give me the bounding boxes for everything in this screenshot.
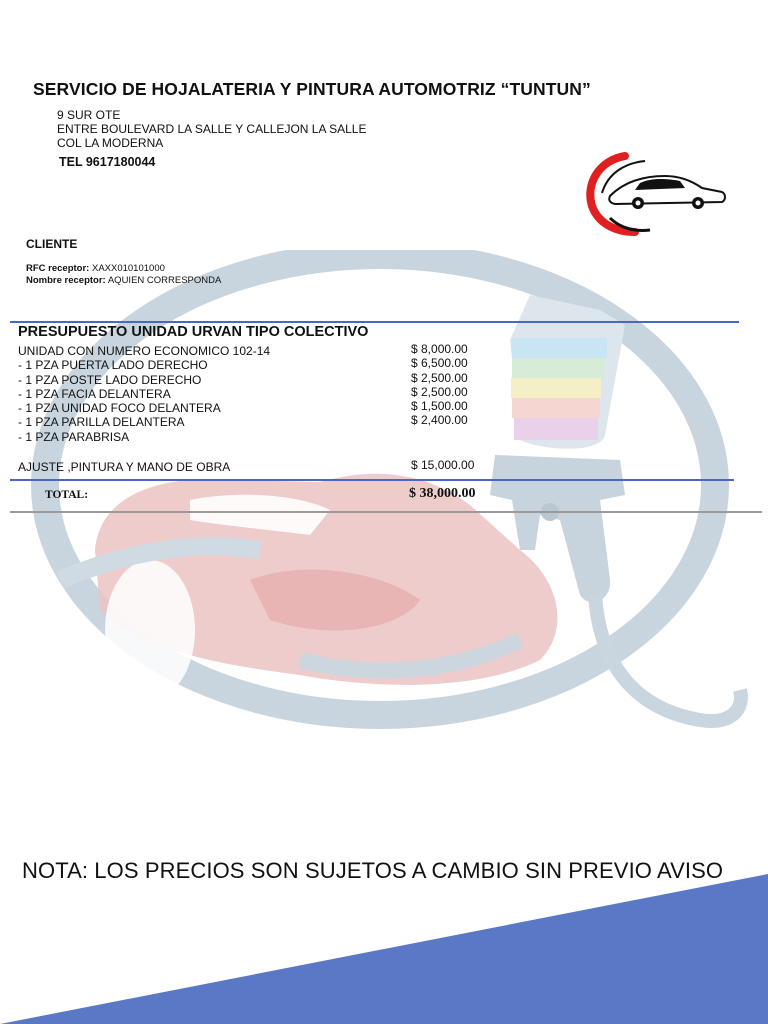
rfc-label: RFC receptor: (26, 263, 90, 274)
list-item: - 1 PZA FACIA DELANTERA (18, 386, 171, 401)
list-item: - 1 PZA POSTE LADO DERECHO (18, 372, 202, 387)
address-line: COL LA MODERNA (57, 136, 164, 150)
address-line: ENTRE BOULEVARD LA SALLE Y CALLEJON LA SALLE (57, 122, 367, 136)
corner-decoration (0, 860, 768, 1024)
address-line: 9 SUR OTE (57, 108, 121, 122)
business-title: SERVICIO DE HOJALATERIA Y PINTURA AUTOMOTRIZ “TUNTUN” (33, 79, 591, 99)
recipient-value: AQUIEN CORRESPONDA (107, 275, 222, 286)
price-item: $ 2,500.00 (411, 384, 468, 399)
divider-total-bottom (10, 511, 762, 513)
client-heading: CLIENTE (26, 237, 78, 251)
price-item: $ 2,400.00 (411, 413, 468, 428)
price-item: $ 2,500.00 (411, 370, 468, 385)
rfc-line (26, 263, 221, 275)
list-item: UNIDAD CON NUMERO ECONOMICO 102-14 (18, 344, 271, 358)
labor-price: $ 15,000.00 (411, 458, 475, 472)
budget-items (18, 344, 270, 444)
list-item: - 1 PZA UNIDAD FOCO DELANTERA (18, 401, 221, 416)
list-item: - 1 PZA PUERTA LADO DERECHO (18, 358, 208, 373)
recipient-label: Nombre receptor: (26, 275, 106, 286)
total-value: $ 38,000.00 (409, 486, 476, 501)
car-logo-icon (580, 148, 730, 238)
business-phone: TEL 9617180044 (59, 155, 156, 169)
budget-title: PRESUPUESTO UNIDAD URVAN TIPO COLECTIVO (18, 324, 369, 340)
total-label: TOTAL: (45, 489, 89, 501)
budget-prices (411, 342, 468, 428)
list-item: - 1 PZA PARILLA DELANTERA (18, 415, 185, 430)
list-item: - 1 PZA PARABRISA (18, 429, 130, 444)
divider-total-top (10, 479, 734, 481)
rfc-value: XAXX010101000 (91, 263, 165, 274)
recipient-line (26, 275, 221, 287)
labor-label: AJUSTE ,PINTURA Y MANO DE OBRA (18, 460, 231, 474)
business-address (57, 108, 366, 150)
divider-top (10, 321, 739, 323)
price-note: NOTA: LOS PRECIOS SON SUJETOS A CAMBIO SIN PREVIO AVISO (22, 858, 724, 883)
price-item: $ 8,000.00 (411, 342, 468, 356)
price-item: $ 1,500.00 (411, 399, 468, 414)
client-details (26, 263, 221, 287)
price-item: $ 6,500.00 (411, 356, 468, 371)
